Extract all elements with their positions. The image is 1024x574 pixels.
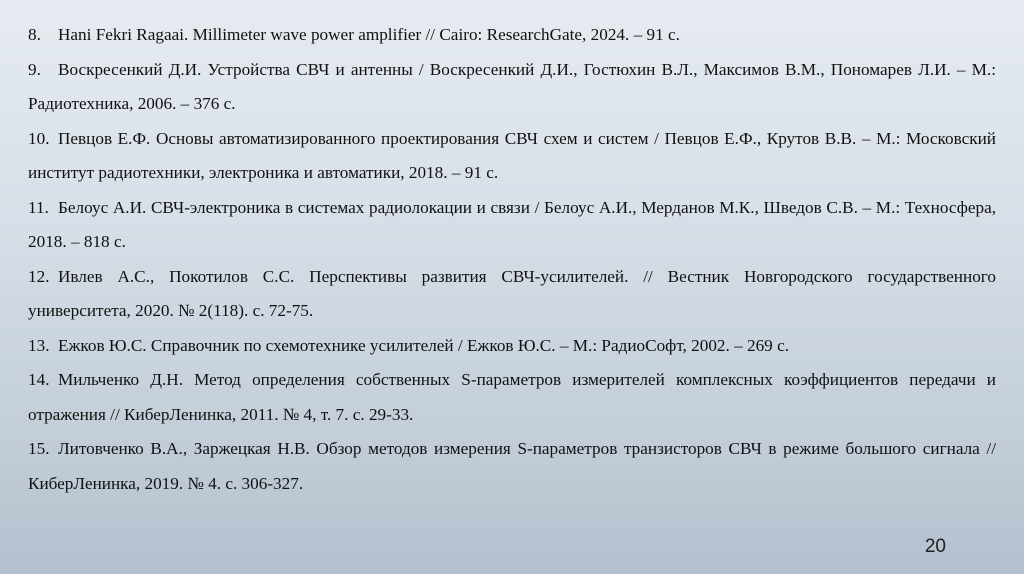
reference-text: Ежков Ю.С. Справочник по схемотехнике усилителей / Ежков Ю.С. – М.: РадиоСофт, 2002. – 269 с. xyxy=(58,335,789,355)
reference-text: Певцов Е.Ф. Основы автоматизированного проектирования СВЧ схем и систем / Певцов Е.Ф., Крутов В.В. – М.: Московский институт радиотехники, электроника и автоматики, 2018. – 91 с. xyxy=(28,128,996,182)
reference-item xyxy=(28,191,996,260)
reference-number: 14. xyxy=(28,370,50,389)
reference-list xyxy=(28,18,996,501)
reference-number: 11. xyxy=(28,197,49,217)
reference-text: Белоус А.И. СВЧ-электроника в системах радиолокации и связи / Белоус А.И., Мерданов М.К., Шведов С.В. – М.: Техносфера, 2018. – 818 с. xyxy=(28,197,996,251)
reference-text: Ивлев А.С., Покотилов С.С. Перспективы развития СВЧ-усилителей. // Вестник Новгородского государственного университета, 2020. № 2(118). с. 72-75. xyxy=(28,266,996,320)
reference-item xyxy=(28,18,996,53)
reference-number: 10. xyxy=(28,128,50,148)
reference-item xyxy=(28,53,996,122)
reference-item xyxy=(28,432,996,501)
reference-item xyxy=(28,363,996,432)
reference-number: 8. xyxy=(28,25,41,44)
reference-text: Литовченко В.А., Заржецкая Н.В. Обзор методов измерения S-параметров транзисторов СВЧ в режиме большого сигнала // КиберЛенинка, 2019. № 4. с. 306-327. xyxy=(28,439,996,493)
reference-item xyxy=(28,329,996,364)
reference-number: 12. xyxy=(28,266,50,286)
reference-text: Воскресенкий Д.И. Устройства СВЧ и антенны / Воскресенкий Д.И., Гостюхин В.Л., Максимов В.М., Пономарев Л.И. – М.: Радиотехника, 2006. – 376 с. xyxy=(28,59,996,113)
reference-number: 9. xyxy=(28,59,41,79)
reference-number: 15. xyxy=(28,439,50,458)
reference-item xyxy=(28,122,996,191)
reference-text: Мильченко Д.Н. Метод определения собственных S-параметров измерителей комплексных коэффициентов передачи и отражения // КиберЛенинка, 2011. № 4, т. 7. с. 29-33. xyxy=(28,370,996,424)
reference-text: Hani Fekri Ragaai. Millimeter wave power amplifier // Cairo: ResearchGate, 2024. – 91 с. xyxy=(58,25,680,44)
reference-number: 13. xyxy=(28,335,50,355)
page-number: 20 xyxy=(924,536,946,557)
reference-item xyxy=(28,260,996,329)
